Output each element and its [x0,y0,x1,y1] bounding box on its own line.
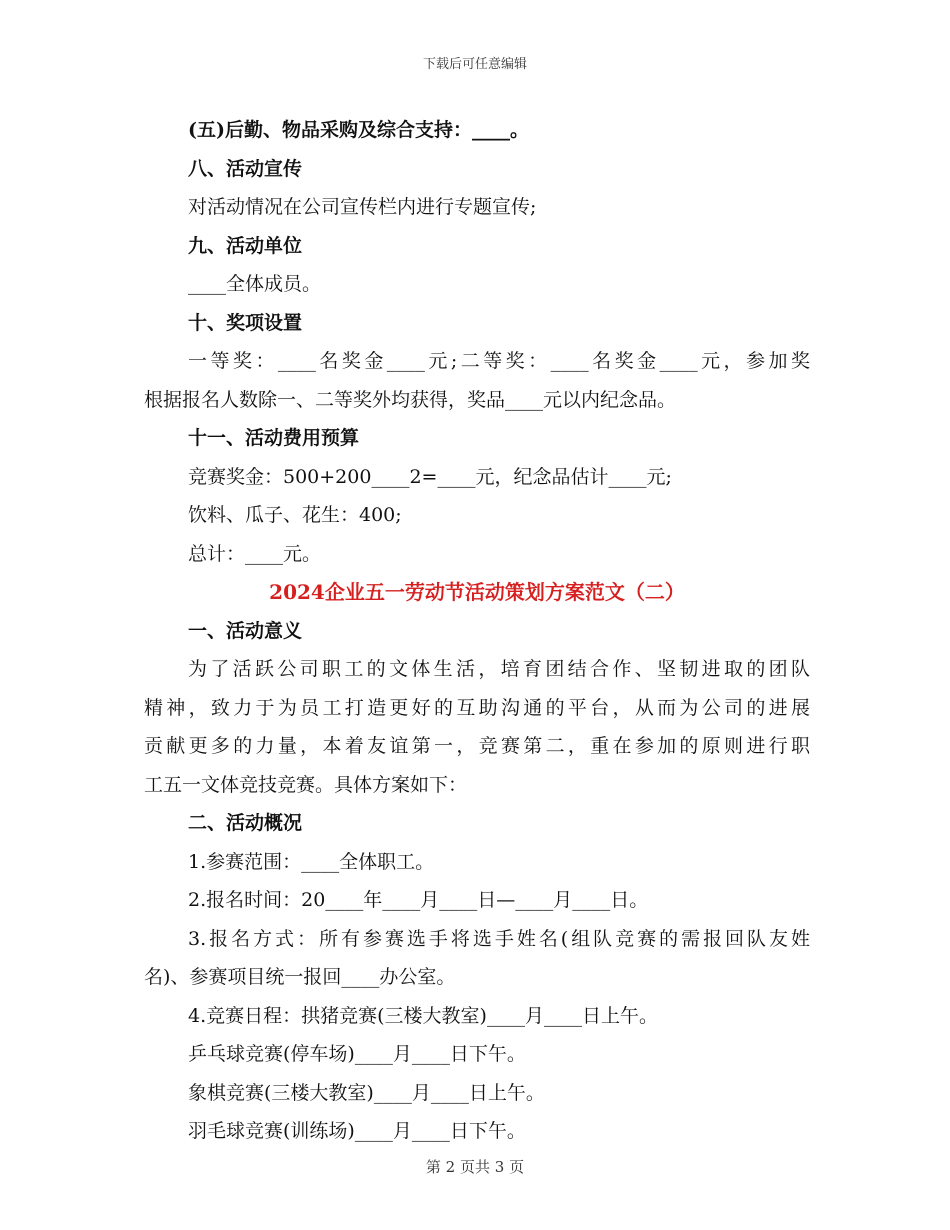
section-title: 2024企业五一劳动节活动策划方案范文（二） [269,580,685,604]
text-line: 名)、参赛项目统一报回____办公室。 [144,966,456,988]
text-line: 乒乓球竞赛(停车场)____月____日下午。 [188,1043,526,1065]
page-header: 下载后可任意编辑 [422,57,527,72]
section-heading: 一、活动意义 [188,619,303,642]
text-line: 竞赛奖金：500+200____2=____元，纪念品估计____元; [188,465,672,488]
text-line: 工五一文体竞技竞赛。具体方案如下： [144,773,468,796]
page-footer: 第 2 页共 3 页 [425,1158,525,1176]
section-heading: (五)后勤、物品采购及综合支持：____。 [188,119,529,141]
text-line: 4.竞赛日程：拱猪竞赛(三楼大教室)____月____日上午。 [188,1004,658,1027]
text-line: 根据报名人数除一、二等奖外均获得，奖品____元以内纪念品。 [144,388,677,411]
text-line: 总计：____元。 [188,542,322,565]
section-heading: 九、活动单位 [188,234,303,257]
text-line: 一等奖：____名奖金____元;二等奖：____名奖金____元，参加奖 [188,350,810,372]
text-line: 3.报名方式：所有参赛选手将选手姓名(组队竞赛的需报回队友姓 [188,927,810,950]
text-line: 饮料、瓜子、花生：400; [188,504,402,526]
text-line: 为了活跃公司职工的文体生活，培育团结合作、坚韧进取的团队 [188,658,810,680]
text-line: 贡献更多的力量，本着友谊第一，竞赛第二，重在参加的原则进行职 [144,735,810,757]
section-heading: 二、活动概况 [188,812,303,834]
text-line: 对活动情况在公司宣传栏内进行专题宣传; [188,196,537,218]
text-line: 精神，致力于为员工打造更好的互助沟通的平台，从而为公司的进展 [144,696,810,719]
text-line: 1.参赛范围：____全体职工。 [188,850,435,873]
document-body [144,111,810,1151]
text-line: 象棋竞赛(三楼大教室)____月____日上午。 [188,1081,545,1104]
section-heading: 八、活动宣传 [188,157,303,180]
text-line: 2.报名时间：20____年____月____日—____月____日。 [188,889,649,911]
text-line: 羽毛球竞赛(训练场)____月____日下午。 [188,1120,526,1142]
text-line: ____全体成员。 [188,273,322,295]
section-heading: 十一、活动费用预算 [188,427,360,449]
section-heading: 十、奖项设置 [188,311,303,334]
